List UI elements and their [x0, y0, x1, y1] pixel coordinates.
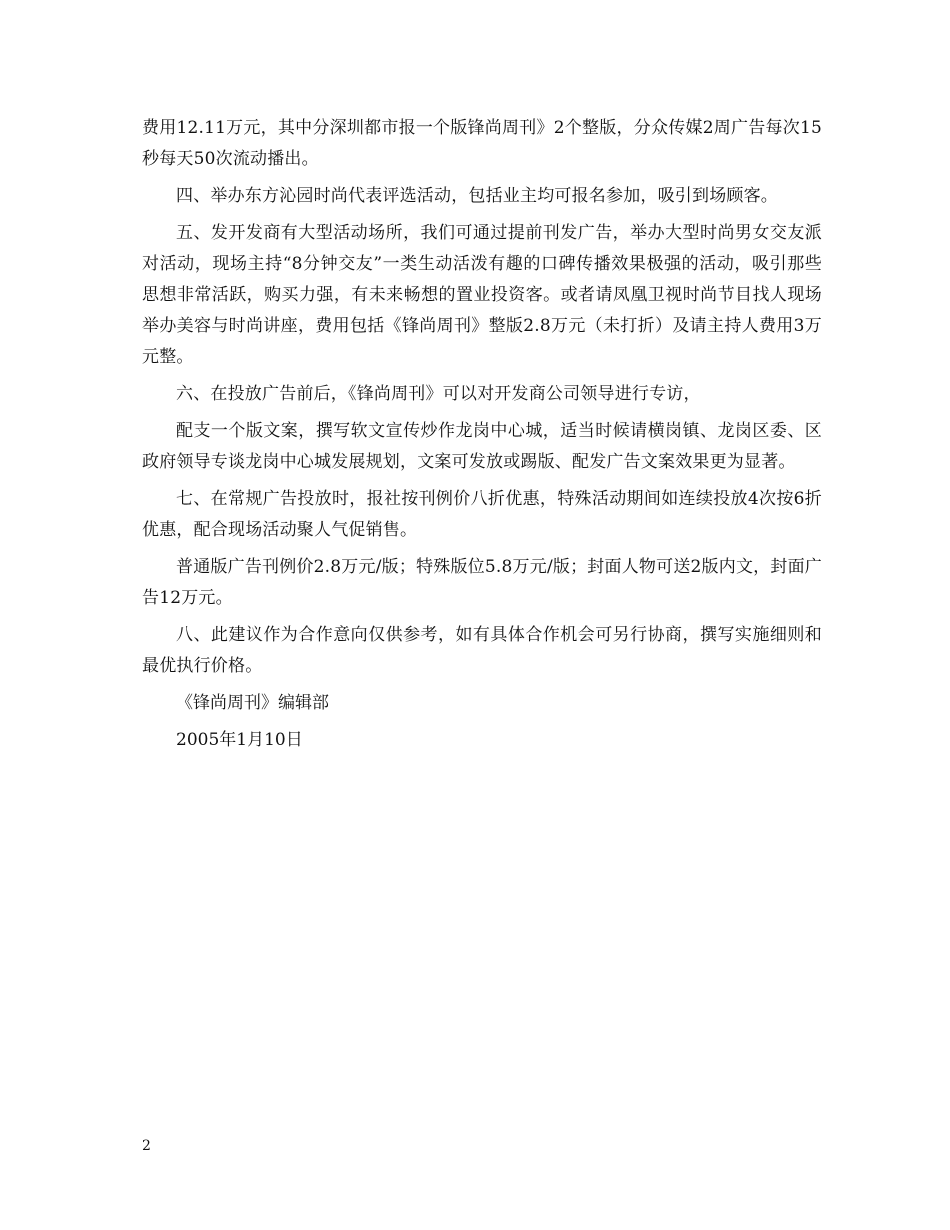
signature-date: 2005年1月10日 [176, 730, 303, 750]
paragraph-item-six-continued: 配支一个版文案，撰写软文宣传炒作龙岗中心城，适当时候请横岗镇、龙岗区委、区政府领导专谈龙岗中心城发展规划，文案可发放或踢版、配发广告文案效果更为显著。 [142, 421, 822, 472]
paragraph-item-four: 四、举办东方沁园时尚代表评选活动，包括业主均可报名参加，吸引到场顾客。 [176, 186, 778, 206]
paragraph-item-eight: 八、此建议作为合作意向仅供参考，如有具体合作机会可另行协商，撰写实施细则和最优执行价格。 [142, 625, 822, 676]
paragraph-cost-continued: 费用12.11万元，其中分深圳都市报一个版锋尚周刊》2个整版，分众传媒2周广告每次15秒每天50次流动播出。 [142, 118, 822, 169]
paragraph-item-seven: 七、在常规广告投放时，报社按刊例价八折优惠，特殊活动期间如连续投放4次按6折优惠，配合现场活动聚人气促销售。 [142, 489, 822, 540]
paragraph-item-five: 五、发开发商有大型活动场所，我们可通过提前刊发广告，举办大型时尚男女交友派对活动，现场主持“8分钟交友”一类生动活泼有趣的口碑传播效果极强的活动，吸引那些思想非常活跃，购买力强，有未来畅想的置业投资客。或者请凤凰卫视时尚节目找人现场举办美容与时尚讲座，费用包括《锋尚周刊》整版2.8万元（未打折）及请主持人费用3万元整。 [142, 223, 822, 367]
paragraph-pricing: 普通版广告刊例价2.8万元/版；特殊版位5.8万元/版；封面人物可送2版内文，封面广告12万元。 [142, 557, 822, 608]
paragraph-item-six: 六、在投放广告前后，《锋尚周刊》可以对开发商公司领导进行专访， [176, 384, 701, 404]
document-body [142, 113, 822, 762]
signature-editorial-department: 《锋尚周刊》编辑部 [176, 693, 329, 713]
page-number: 2 [142, 1138, 151, 1154]
